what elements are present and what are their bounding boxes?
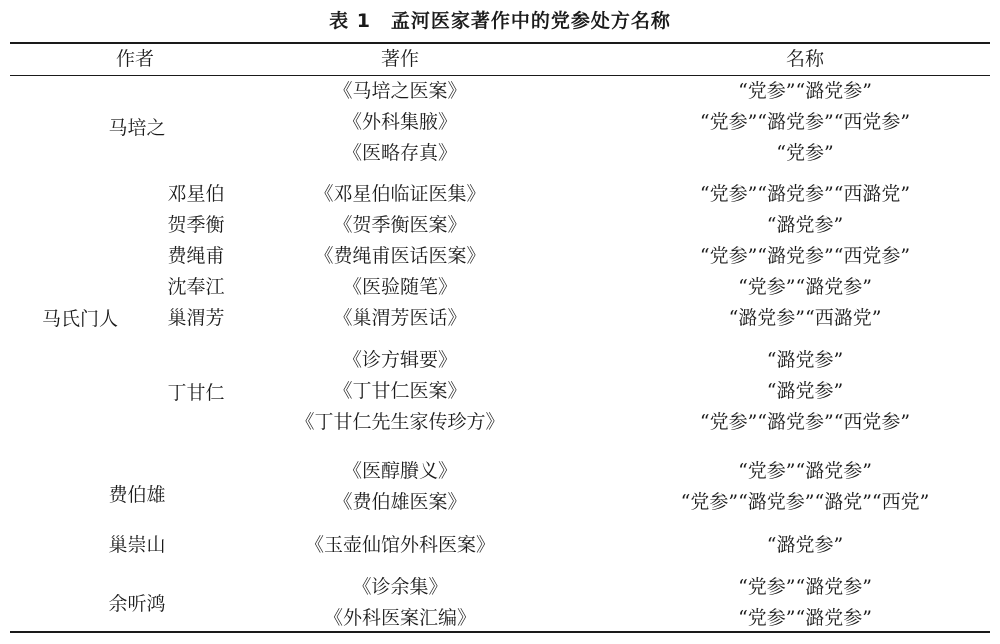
name-cell: “潞党参”	[766, 380, 844, 402]
name-cell: “党参”“潞党参”“西党参”	[699, 111, 911, 133]
disciple-he-jiheng: 贺季衡	[167, 214, 225, 236]
work-cell: 《医醇賸义》	[342, 460, 458, 482]
name-cell: “党参”“潞党参”	[738, 80, 872, 102]
work-cell: 《丁甘仁医案》	[333, 380, 467, 402]
name-cell: “党参”“潞党参”“西党参”	[699, 411, 911, 433]
disciple-ding-ganren: 丁甘仁	[167, 382, 225, 404]
table-header-rule	[10, 75, 990, 76]
name-cell: “党参”“潞党参”	[738, 576, 872, 598]
author-group-yu-tinghong: 余听鸿	[108, 593, 166, 615]
table-caption: 表 1 孟河医家著作中的党参处方名称	[329, 10, 671, 32]
name-cell: “党参”	[776, 142, 834, 164]
disciple-deng-xingbo: 邓星伯	[167, 183, 225, 205]
work-cell: 《外科集腋》	[342, 111, 458, 133]
work-cell: 《贺季衡医案》	[333, 214, 467, 236]
header-name: 名称	[785, 48, 825, 70]
work-cell: 《费绳甫医话医案》	[314, 245, 486, 267]
name-cell: “党参”“潞党参”“潞党”“西党”	[680, 491, 930, 513]
work-cell: 《费伯雄医案》	[333, 491, 467, 513]
name-cell: “潞党参”	[766, 534, 844, 556]
work-cell: 《诊余集》	[352, 576, 448, 598]
disciple-chao-weifang: 巢渭芳	[167, 307, 225, 329]
table-bottom-rule	[10, 631, 990, 633]
name-cell: “潞党参”	[766, 214, 844, 236]
table-top-rule	[10, 42, 990, 44]
author-group-fei-boxiong: 费伯雄	[108, 484, 166, 506]
header-work: 著作	[380, 48, 420, 70]
name-cell: “党参”“潞党参”“西潞党”	[699, 183, 911, 205]
author-group-chao-chongshan: 巢崇山	[108, 534, 166, 556]
name-cell: “潞党参”	[766, 349, 844, 371]
author-group-ma-disciples: 马氏门人	[41, 308, 119, 330]
author-group-ma-peizhi: 马培之	[108, 117, 166, 139]
name-cell: “党参”“潞党参”	[738, 607, 872, 629]
header-author: 作者	[115, 48, 155, 70]
work-cell: 《医验随笔》	[342, 276, 458, 298]
disciple-shen-fengjiang: 沈奉江	[167, 276, 225, 298]
work-cell: 《诊方辑要》	[342, 349, 458, 371]
work-cell: 《医略存真》	[342, 142, 458, 164]
name-cell: “党参”“潞党参”	[738, 460, 872, 482]
work-cell: 《巢渭芳医话》	[333, 307, 467, 329]
work-cell: 《马培之医案》	[333, 80, 467, 102]
work-cell: 《外科医案汇编》	[323, 607, 477, 629]
disciple-fei-shengfu: 费绳甫	[167, 245, 225, 267]
work-cell: 《丁甘仁先生家传珍方》	[295, 411, 505, 433]
name-cell: “党参”“潞党参”“西党参”	[699, 245, 911, 267]
name-cell: “潞党参”“西潞党”	[728, 307, 882, 329]
work-cell: 《邓星伯临证医集》	[314, 183, 486, 205]
name-cell: “党参”“潞党参”	[738, 276, 872, 298]
work-cell: 《玉壶仙馆外科医案》	[304, 534, 496, 556]
